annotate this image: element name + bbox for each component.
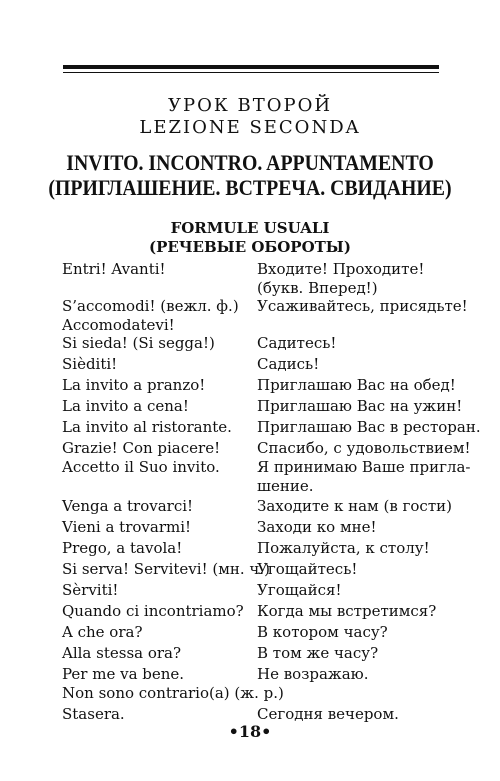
phrase-italian <box>62 497 252 516</box>
phrase-russian-line: В том же часу? <box>257 644 379 662</box>
phrase-italian-line: Accetto il Suo invito. <box>62 458 220 476</box>
phrase-italian-line: Entri! Avanti! <box>62 260 166 278</box>
lesson-heading-ru: УРОК ВТОРОЙ <box>167 95 333 116</box>
phrase-russian-line: Угощайся! <box>257 581 342 599</box>
phrase-italian-line: La invito a cena! <box>62 397 189 415</box>
phrase-italian <box>62 334 252 353</box>
phrase-russian-line: Не возражаю. <box>257 665 369 683</box>
phrase-russian <box>257 260 442 298</box>
phrase-russian <box>257 334 442 353</box>
phrase-italian-line: La invito a pranzo! <box>62 376 206 394</box>
phrase-italian <box>62 665 284 703</box>
phrase-italian-line: Si servа! Servitevi! (мн. ч.) <box>62 560 270 578</box>
phrase-russian-line: Спасибо, с удовольствием! <box>257 439 471 457</box>
phrase-italian-line: Vieni a trovarmi! <box>62 518 192 536</box>
phrase-italian-line: Si sieda! (Si segga!) <box>62 334 215 352</box>
phrase-russian <box>257 581 442 600</box>
phrase-russian <box>257 497 452 516</box>
phrase-italian <box>62 355 252 374</box>
phrase-italian <box>62 623 252 642</box>
phrase-russian <box>257 518 442 537</box>
phrase-russian-line: Угощайтесь! <box>257 560 358 578</box>
phrase-russian <box>257 458 471 496</box>
phrase-italian <box>62 439 252 458</box>
phrase-italian-line: Sièditi! <box>62 355 118 373</box>
phrase-russian-line: Я принимаю Ваше пригла- <box>257 458 471 476</box>
phrase-italian-line: Prego, a tavola! <box>62 539 183 557</box>
phrase-russian <box>257 355 442 374</box>
phrase-russian-line: В котором часу? <box>257 623 388 641</box>
phrase-russian <box>257 665 442 684</box>
phrase-italian <box>62 458 252 477</box>
phrase-russian-line: Заходите к нам (в гости) <box>257 497 452 515</box>
phrase-russian <box>257 560 442 579</box>
top-rule-thin <box>63 72 439 73</box>
topic-title-ru: (ПРИГЛАШЕНИЕ. ВСТРЕЧА. СВИДАНИЕ) <box>48 175 452 200</box>
phrase-russian-line: Пожалуйста, к столу! <box>257 539 430 557</box>
phrase-russian-line: (букв. Вперед!) <box>257 279 378 297</box>
phrase-russian-line: Сегодня вечером. <box>257 705 399 723</box>
section-title-it: FORMULE USUALI <box>170 219 330 237</box>
phrase-italian <box>62 297 252 335</box>
phrase-italian-line: S’accomodi! (вежл. ф.) <box>62 297 239 315</box>
phrase-russian-line: шение. <box>257 477 314 495</box>
phrase-italian-line: Non sono contrario(a) (ж. р.) <box>62 684 284 702</box>
phrase-russian <box>257 602 442 621</box>
page-number: •18• <box>228 722 272 741</box>
phrase-russian <box>257 439 471 458</box>
topic-title-it: INVITO. INCONTRO. APPUNTAMENTO <box>66 150 434 175</box>
phrase-italian <box>62 602 252 621</box>
phrase-russian <box>257 376 456 395</box>
phrase-italian <box>62 644 252 663</box>
phrase-russian-line: Усаживайтесь, присядьте! <box>257 297 468 315</box>
phrase-italian <box>62 581 252 600</box>
phrase-russian-line: Приглашаю Вас на обед! <box>257 376 456 394</box>
phrase-italian-line: La invito al ristorante. <box>62 418 232 436</box>
phrase-italian <box>62 418 252 437</box>
phrase-italian <box>62 518 252 537</box>
phrase-italian <box>62 397 252 416</box>
phrase-italian-line: Venga a trovarci! <box>62 497 194 515</box>
phrase-italian-line: Accomodatevi! <box>62 316 175 334</box>
phrase-russian-line: Приглашаю Вас в ресторан. <box>257 418 481 436</box>
phrase-russian-line: Садитесь! <box>257 334 337 352</box>
phrase-russian <box>257 397 463 416</box>
phrase-russian <box>257 623 442 642</box>
phrase-russian-line: Заходи ко мне! <box>257 518 377 536</box>
phrase-italian <box>62 376 252 395</box>
phrase-italian-line: Sèrviti! <box>62 581 119 599</box>
phrase-italian-line: Alla stessa ora? <box>62 644 182 662</box>
phrase-russian <box>257 418 481 437</box>
phrase-russian-line: Садись! <box>257 355 320 373</box>
phrase-italian <box>62 560 270 579</box>
phrase-russian-line: Входите! Проходите! <box>257 260 425 278</box>
phrase-russian <box>257 297 468 316</box>
phrase-russian <box>257 539 442 558</box>
phrase-russian-line: Когда мы встретимся? <box>257 602 437 620</box>
phrase-italian-line: Grazie! Con piacere! <box>62 439 221 457</box>
phrase-italian <box>62 260 252 279</box>
phrase-russian-line: Приглашаю Вас на ужин! <box>257 397 463 415</box>
top-rule-thick <box>63 65 439 69</box>
phrase-italian <box>62 539 252 558</box>
phrase-russian <box>257 644 442 663</box>
lesson-heading-it: LEZIONE SECONDA <box>139 117 361 138</box>
phrase-italian-line: Quando ci incontriamo? <box>62 602 244 620</box>
phrase-italian-line: Stasera. <box>62 705 125 723</box>
phrase-italian-line: A che ora? <box>62 623 143 641</box>
phrase-italian-line: Per me va bene. <box>62 665 185 683</box>
section-title-ru: (РЕЧЕВЫЕ ОБОРОТЫ) <box>149 238 351 256</box>
